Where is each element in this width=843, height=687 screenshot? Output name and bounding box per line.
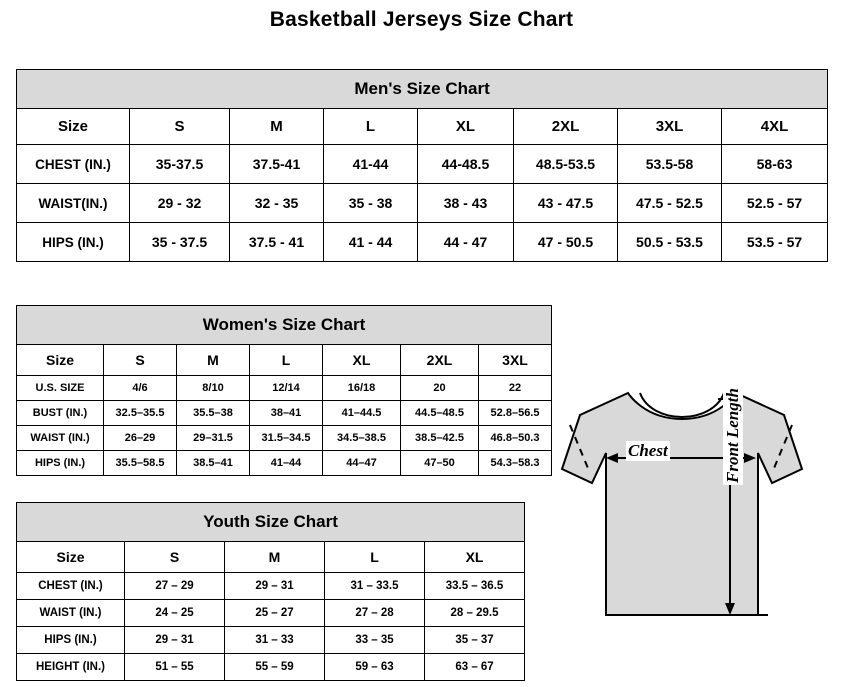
mens-col-header-5: 2XL — [514, 109, 618, 145]
youth-cell-0-3: 33.5 – 36.5 — [425, 573, 525, 600]
youth-chart-title-row — [17, 503, 525, 542]
womens-header-row — [17, 345, 552, 376]
youth-col-header-2: M — [225, 542, 325, 573]
youth-cell-2-1: 31 – 33 — [225, 627, 325, 654]
youth-cell-3-1: 55 – 59 — [225, 654, 325, 681]
mens-col-header-6: 3XL — [618, 109, 722, 145]
mens-cell-1-3: 38 - 43 — [418, 184, 514, 223]
youth-cell-2-3: 35 – 37 — [425, 627, 525, 654]
youth-cell-0-1: 29 – 31 — [225, 573, 325, 600]
mens-chart-title-row — [17, 70, 828, 109]
youth-cell-2-0: 29 – 31 — [125, 627, 225, 654]
mens-col-header-0: Size — [17, 109, 130, 145]
youth-cell-3-0: 51 – 55 — [125, 654, 225, 681]
table-row — [17, 600, 525, 627]
womens-cell-2-0: 26–29 — [104, 426, 177, 451]
youth-row-label-1: WAIST (IN.) — [17, 600, 125, 627]
mens-cell-1-1: 32 - 35 — [230, 184, 324, 223]
mens-cell-2-1: 37.5 - 41 — [230, 223, 324, 262]
mens-col-header-7: 4XL — [722, 109, 828, 145]
womens-col-header-5: 2XL — [401, 345, 479, 376]
mens-cell-0-6: 58-63 — [722, 145, 828, 184]
youth-cell-2-2: 33 – 35 — [325, 627, 425, 654]
womens-cell-1-4: 44.5–48.5 — [401, 401, 479, 426]
womens-cell-3-2: 41–44 — [250, 451, 323, 476]
mens-cell-2-2: 41 - 44 — [324, 223, 418, 262]
table-row — [17, 451, 552, 476]
womens-row-label-3: HIPS (IN.) — [17, 451, 104, 476]
youth-row-label-0: CHEST (IN.) — [17, 573, 125, 600]
youth-col-header-0: Size — [17, 542, 125, 573]
youth-row-label-2: HIPS (IN.) — [17, 627, 125, 654]
youth-col-header-1: S — [125, 542, 225, 573]
womens-cell-1-2: 38–41 — [250, 401, 323, 426]
womens-cell-0-2: 12/14 — [250, 376, 323, 401]
womens-cell-3-3: 44–47 — [323, 451, 401, 476]
womens-row-label-1: BUST (IN.) — [17, 401, 104, 426]
mens-col-header-2: M — [230, 109, 324, 145]
mens-cell-2-5: 50.5 - 53.5 — [618, 223, 722, 262]
youth-cell-1-0: 24 – 25 — [125, 600, 225, 627]
chest-label: Chest — [628, 441, 668, 460]
jersey-illustration-svg — [540, 353, 840, 678]
womens-cell-3-1: 38.5–41 — [177, 451, 250, 476]
mens-chart-title: Men's Size Chart — [17, 70, 828, 109]
mens-col-header-4: XL — [418, 109, 514, 145]
womens-col-header-4: XL — [323, 345, 401, 376]
mens-cell-0-1: 37.5-41 — [230, 145, 324, 184]
youth-row-label-3: HEIGHT (IN.) — [17, 654, 125, 681]
womens-cell-2-3: 34.5–38.5 — [323, 426, 401, 451]
womens-cell-2-1: 29–31.5 — [177, 426, 250, 451]
womens-col-header-3: L — [250, 345, 323, 376]
womens-cell-2-4: 38.5–42.5 — [401, 426, 479, 451]
youth-cell-0-0: 27 – 29 — [125, 573, 225, 600]
mens-row-label-0: CHEST (IN.) — [17, 145, 130, 184]
youth-col-header-3: L — [325, 542, 425, 573]
youth-cell-1-1: 25 – 27 — [225, 600, 325, 627]
table-row — [17, 627, 525, 654]
womens-cell-0-4: 20 — [401, 376, 479, 401]
womens-cell-0-0: 4/6 — [104, 376, 177, 401]
mens-size-chart-table — [16, 69, 828, 262]
mens-cell-1-0: 29 - 32 — [130, 184, 230, 223]
womens-cell-2-5: 46.8–50.3 — [479, 426, 552, 451]
womens-cell-0-5: 22 — [479, 376, 552, 401]
mens-row-label-2: HIPS (IN.) — [17, 223, 130, 262]
womens-size-chart-table — [16, 305, 552, 476]
mens-cell-0-0: 35-37.5 — [130, 145, 230, 184]
jersey-measurement-diagram — [540, 353, 840, 678]
table-row — [17, 376, 552, 401]
womens-col-header-1: S — [104, 345, 177, 376]
mens-cell-0-2: 41-44 — [324, 145, 418, 184]
mens-cell-0-5: 53.5-58 — [618, 145, 722, 184]
mens-cell-0-3: 44-48.5 — [418, 145, 514, 184]
mens-row-label-1: WAIST(IN.) — [17, 184, 130, 223]
table-row — [17, 401, 552, 426]
mens-cell-1-5: 47.5 - 52.5 — [618, 184, 722, 223]
womens-col-header-6: 3XL — [479, 345, 552, 376]
youth-cell-0-2: 31 – 33.5 — [325, 573, 425, 600]
mens-cell-2-6: 53.5 - 57 — [722, 223, 828, 262]
womens-cell-1-1: 35.5–38 — [177, 401, 250, 426]
youth-cell-1-3: 28 – 29.5 — [425, 600, 525, 627]
womens-cell-1-5: 52.8–56.5 — [479, 401, 552, 426]
mens-cell-0-4: 48.5-53.5 — [514, 145, 618, 184]
youth-cell-3-2: 59 – 63 — [325, 654, 425, 681]
mens-cell-2-4: 47 - 50.5 — [514, 223, 618, 262]
youth-chart-title: Youth Size Chart — [17, 503, 525, 542]
table-row — [17, 223, 828, 262]
mens-cell-2-0: 35 - 37.5 — [130, 223, 230, 262]
youth-cell-3-3: 63 – 67 — [425, 654, 525, 681]
youth-header-row — [17, 542, 525, 573]
mens-cell-2-3: 44 - 47 — [418, 223, 514, 262]
mens-col-header-3: L — [324, 109, 418, 145]
womens-cell-3-5: 54.3–58.3 — [479, 451, 552, 476]
womens-col-header-2: M — [177, 345, 250, 376]
womens-col-header-0: Size — [17, 345, 104, 376]
mens-cell-1-2: 35 - 38 — [324, 184, 418, 223]
womens-cell-0-3: 16/18 — [323, 376, 401, 401]
womens-cell-0-1: 8/10 — [177, 376, 250, 401]
front-length-label: Front Length — [723, 388, 742, 483]
womens-row-label-0: U.S. SIZE — [17, 376, 104, 401]
youth-col-header-4: XL — [425, 542, 525, 573]
mens-cell-1-6: 52.5 - 57 — [722, 184, 828, 223]
womens-cell-1-3: 41–44.5 — [323, 401, 401, 426]
mens-header-row — [17, 109, 828, 145]
page-title: Basketball Jerseys Size Chart — [269, 8, 574, 31]
mens-cell-1-4: 43 - 47.5 — [514, 184, 618, 223]
table-row — [17, 184, 828, 223]
youth-cell-1-2: 27 – 28 — [325, 600, 425, 627]
womens-chart-title: Women's Size Chart — [17, 306, 552, 345]
table-row — [17, 145, 828, 184]
mens-col-header-1: S — [130, 109, 230, 145]
womens-cell-2-2: 31.5–34.5 — [250, 426, 323, 451]
womens-cell-3-4: 47–50 — [401, 451, 479, 476]
table-row — [17, 426, 552, 451]
jersey-body-shape — [562, 393, 802, 615]
womens-cell-3-0: 35.5–58.5 — [104, 451, 177, 476]
table-row — [17, 654, 525, 681]
womens-row-label-2: WAIST (IN.) — [17, 426, 104, 451]
youth-size-chart-table — [16, 502, 525, 681]
womens-cell-1-0: 32.5–35.5 — [104, 401, 177, 426]
table-row — [17, 573, 525, 600]
womens-chart-title-row — [17, 306, 552, 345]
